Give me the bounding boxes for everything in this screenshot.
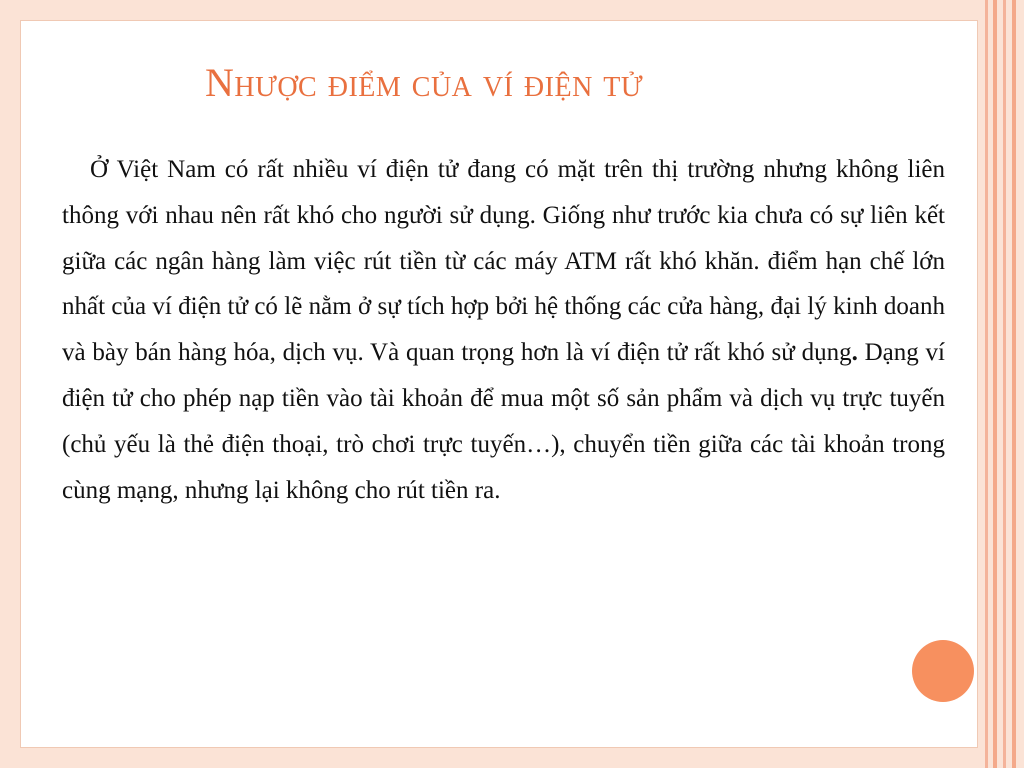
body-paragraph [62,147,945,513]
decorative-stripe [985,0,988,768]
decorative-stripe [993,0,997,768]
decorative-stripe [1012,0,1016,768]
decorative-stripe [1003,0,1006,768]
body-text-part-1: Ở Việt Nam có rất nhiều ví điện tử đang có mặt trên thị trường nhưng không liên thông với nhau nên rất khó cho người sử dụng. Giống như trước kia chưa có sự liên kết giữa các ngân hàng làm việc rút tiền từ các máy ATM rất khó khăn. điểm hạn chế lớn nhất của ví điện tử có lẽ nằm ở sự tích hợp bởi hệ thống các cửa hàng, đại lý kinh doanh và bày bán hàng hóa, dịch vụ. Và quan trọng hơn là ví điện tử rất khó sử dụng [62,156,945,367]
body-text-part-2: Dạng ví điện tử cho phép nạp tiền vào tài khoản để mua một số sản phẩm và dịch vụ trực tuyến (chủ yếu là thẻ điện thoại, trò chơi trực tuyến…), chuyển tiền giữa các tài khoản trong cùng mạng, nhưng lại không cho rút tiền ra. [62,339,945,504]
decorative-circle [912,640,974,702]
body-bold-period: . [851,339,858,367]
slide-title: Nhược điểm của ví điện tử [205,60,644,105]
